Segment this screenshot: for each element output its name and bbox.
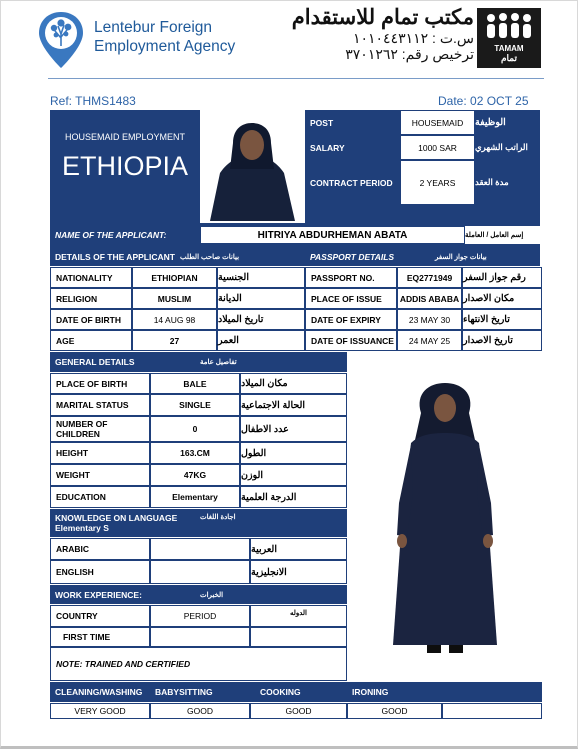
employment-type: HOUSEMAID EMPLOYMENT [50, 130, 200, 144]
general-ar-children: عدد الاطفال [240, 416, 347, 442]
details-header: DETAILS OF THE APPLICANT [50, 247, 180, 266]
general-ar-weight: الوزن [240, 464, 347, 486]
experience-note: NOTE: TRAINED AND CERTIFIED [50, 647, 347, 681]
detail-label-dob: DATE OF BIRTH [50, 309, 132, 330]
general-header: GENERAL DETAILS [50, 352, 200, 372]
passport-label-place: PLACE OF ISSUE [305, 288, 397, 309]
applicant-name-label-ar: إسم العامل / العاملة [465, 226, 540, 244]
detail-ar-age: العمر [217, 330, 305, 351]
general-label-height: HEIGHT [50, 442, 150, 464]
contract-label: CONTRACT PERIOD [305, 160, 400, 205]
language-label-english: ENGLISH [50, 560, 150, 584]
country-title: ETHIOPIA [50, 150, 200, 182]
contract-label-ar: مدة العقد [475, 160, 540, 205]
experience-period-label: PERIOD [150, 605, 250, 627]
people-icon [477, 8, 541, 44]
experience-first-time: FIRST TIME [50, 627, 150, 647]
reference-number: Ref: THMS1483 [50, 94, 136, 108]
passport-value-number: EQ2771949 [397, 267, 462, 288]
language-value-english [150, 560, 250, 584]
header-divider [48, 78, 544, 79]
detail-label-nationality: NATIONALITY [50, 267, 132, 288]
tamam-logo: TAMAM تمام [477, 8, 541, 68]
language-subtitle: Elementary S [55, 523, 109, 533]
experience-country-label: COUNTRY [50, 605, 150, 627]
salary-value: 1000 SAR [400, 135, 475, 160]
experience-first-time-country [250, 627, 347, 647]
post-value: HOUSEMAID [400, 110, 475, 135]
skill-value-ironing: GOOD [347, 703, 442, 719]
general-label-education: EDUCATION [50, 486, 150, 508]
general-value-height: 163.CM [150, 442, 240, 464]
passport-value-issuance: 24 MAY 25 [397, 330, 462, 351]
details-header-ar: بيانات صاحب الطلب [180, 247, 305, 266]
experience-country-ar: الدوله [250, 605, 347, 627]
detail-value-age: 27 [132, 330, 217, 351]
top-right-band [305, 205, 540, 223]
general-value-birthplace: BALE [150, 373, 240, 394]
salary-label: SALARY [305, 135, 400, 160]
general-header-ar: تفاصيل عامة [200, 352, 347, 372]
detail-value-dob: 14 AUG 98 [132, 309, 217, 330]
passport-ar-issuance: تاريخ الاصدار [462, 330, 542, 351]
experience-first-time-period [150, 627, 250, 647]
skill-header-cleaning: CLEANING/WASHING [50, 682, 150, 702]
skill-header-ironing: IRONING [347, 682, 442, 702]
passport-value-place: ADDIS ABABA [397, 288, 462, 309]
general-value-weight: 47KG [150, 464, 240, 486]
detail-label-age: AGE [50, 330, 132, 351]
general-ar-marital: الحالة الاجتماعية [240, 394, 347, 416]
language-title: KNOWLEDGE ON LANGUAGE [55, 513, 178, 523]
general-ar-education: الدرجة العلمية [240, 486, 347, 508]
detail-ar-dob: تاريخ الميلاد [217, 309, 305, 330]
language-value-arabic [150, 538, 250, 560]
passport-ar-place: مكان الاصدار [462, 288, 542, 309]
passport-ar-number: رقم جواز السفر [462, 267, 542, 288]
passport-header-ar: بيانات جواز السفر [435, 247, 540, 266]
experience-header: WORK EXPERIENCE: [50, 585, 200, 604]
language-label-arabic: ARABIC [50, 538, 150, 560]
post-label: POST [305, 110, 400, 135]
passport-ar-expiry: تاريخ الانتهاء [462, 309, 542, 330]
applicant-full-photo [349, 353, 542, 680]
general-label-marital: MARITAL STATUS [50, 394, 150, 416]
applicant-portrait [200, 113, 305, 221]
agency-name: Lentebur Foreign Employment Agency [94, 19, 236, 55]
post-label-ar: الوظيفة [475, 110, 540, 135]
passport-label-number: PASSPORT NO. [305, 267, 397, 288]
general-value-education: Elementary [150, 486, 240, 508]
skill-value-cleaning: VERY GOOD [50, 703, 150, 719]
detail-ar-religion: الديانة [217, 288, 305, 309]
passport-header: PASSPORT DETAILS [305, 247, 435, 266]
language-header [50, 509, 200, 537]
language-ar-arabic: العربية [250, 538, 347, 560]
skill-value-babysitting: GOOD [150, 703, 250, 719]
language-header-ar: اجادة اللغات [200, 509, 347, 537]
applicant-name-value: HITRIYA ABDURHEMAN ABATA [200, 226, 465, 244]
arabic-agency-name: مكتب تمام للاستقدام س.ت : ١٠١٠٤٤٣١١٢ ترخيص رقم: ٣٧٠١٢٦٢ [291, 6, 474, 62]
skill-value-blank [442, 703, 542, 719]
general-value-marital: SINGLE [150, 394, 240, 416]
detail-label-religion: RELIGION [50, 288, 132, 309]
agency-logo-icon [36, 10, 86, 70]
detail-ar-nationality: الجنسية [217, 267, 305, 288]
skill-header-babysitting: BABYSITTING [150, 682, 250, 702]
detail-value-nationality: ETHIOPIAN [132, 267, 217, 288]
general-label-birthplace: PLACE OF BIRTH [50, 373, 150, 394]
language-ar-english: الانجليزية [250, 560, 347, 584]
general-ar-height: الطول [240, 442, 347, 464]
general-label-weight: WEIGHT [50, 464, 150, 486]
experience-header-ar: الخبرات [200, 585, 347, 604]
contract-value: 2 YEARS [400, 160, 475, 205]
general-value-children: 0 [150, 416, 240, 442]
document-date: Date: 02 OCT 25 [438, 94, 529, 108]
passport-label-issuance: DATE OF ISSUANCE [305, 330, 397, 351]
skill-value-cooking: GOOD [250, 703, 347, 719]
passport-value-expiry: 23 MAY 30 [397, 309, 462, 330]
general-ar-birthplace: مكان الميلاد [240, 373, 347, 394]
general-label-children: NUMBER OF CHILDREN [50, 416, 150, 442]
detail-value-religion: MUSLIM [132, 288, 217, 309]
salary-label-ar: الراتب الشهري [475, 135, 540, 160]
applicant-name-label: NAME OF THE APPLICANT: [50, 226, 200, 244]
passport-label-expiry: DATE OF EXPIRY [305, 309, 397, 330]
skill-header-blank [442, 682, 542, 702]
skill-header-cooking: COOKING [250, 682, 347, 702]
